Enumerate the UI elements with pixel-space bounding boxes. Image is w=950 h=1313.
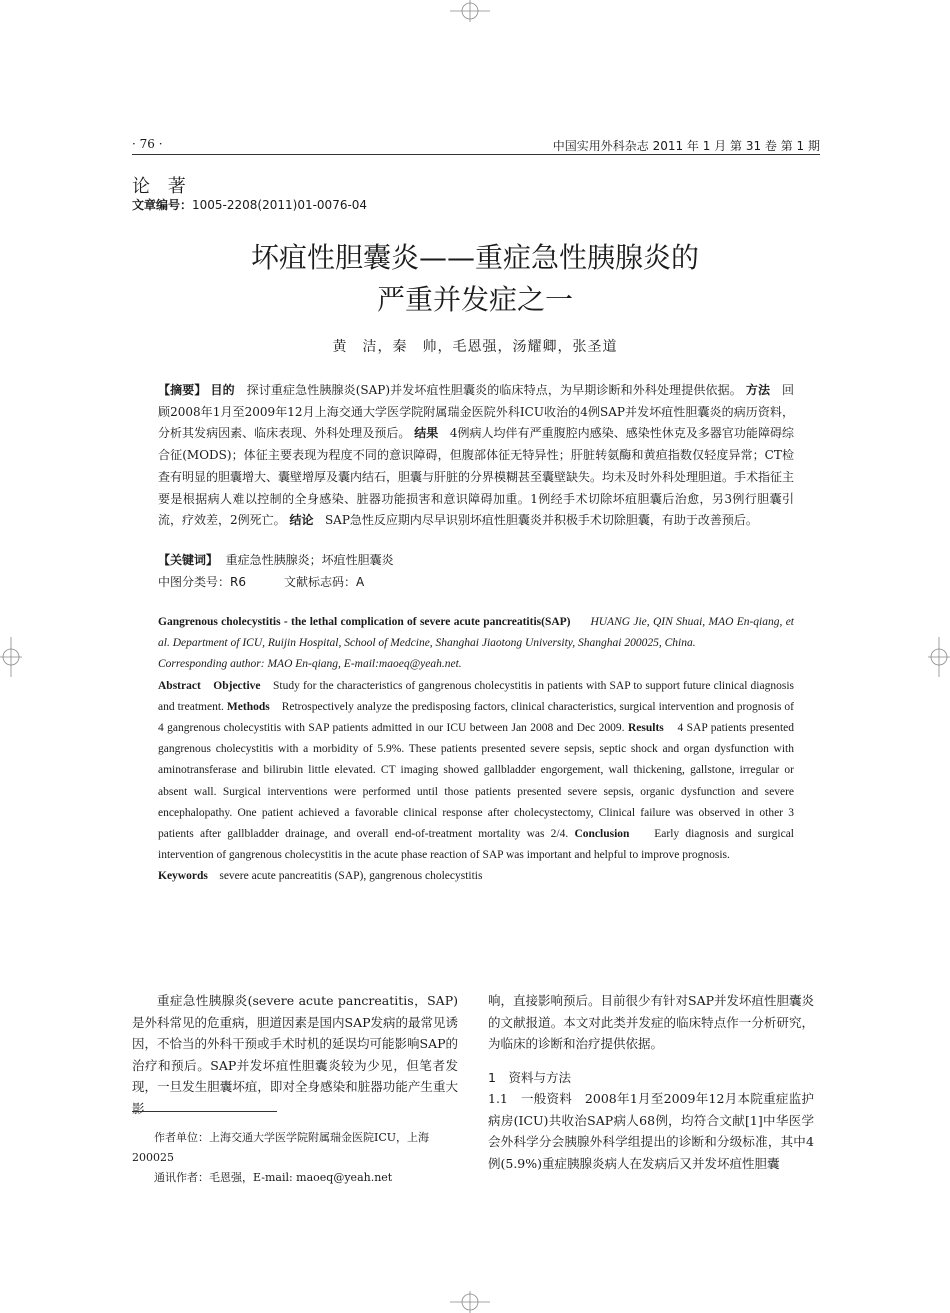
registration-mark-right [928, 637, 950, 677]
chinese-keywords: 【关键词】 重症急性胰腺炎；坏疽性胆囊炎 [158, 553, 394, 567]
section-heading: 1 资料与方法 [488, 1069, 571, 1085]
body-left-column: 重症急性胰腺炎(severe acute pancreatitis，SAP)是外科常见的危重病，胆道因素是国内SAP发病的最常见诱因，不恰当的外科干预或手术时机的延误均可能影响SAP的治疗和预后。SAP并发坏疽性胆囊炎较为少见，但笔者发现，一旦发生胆囊坏疽，即对全身感染和脏器功能产生重大影 [132, 993, 459, 1116]
english-abstract: Gangrenous cholecystitis - the lethal complication of severe acute pancreatitis(SAP) HUANG Jie, QIN Shuai, MAO En-qiang, et al. Department of ICU, Ruijin Hospital, School of Medcine, Shanghai Jiaotong University, Shanghai 200025, China. Corresponding author: MAO En-qiang, E-mail:maoeq@yeah.net. Abstract Objective Study for the characteristics of gangrenous cholecystitis in patients with SAP to support future clinical diagnosis and treatment. Methods Retrospectively analyze the predisposing factors, clinical characteristics, surgical intervention and prognosis of 4 gangrenous cholecystitis with SAP patients admitted in our ICU between Jan 2008 and Dec 2009. Results 4 SAP patients presented gangrenous cholecystitis with a morbidity of 5.9%. These patients presented severe sepsis, septic shock and organ dysfunction with aminotransferase and bilirubin little elevated. CT imaging showed gallbladder engorgement, wall thickening, gallstone, irregular or absent wall. Surgical interventions were performed until those patients presented severe sepsis, organic dysfunction and severe encephalopathy. One patient achieved a favorable clinical response after cholecystectomy, Clinical failure was observed in other 3 patients after gallbladder drainage, and overall end-of-treatment mortality was 2/4. Conclusion Early diagnosis and surgical intervention of gangrenous cholecystitis in the acute phase reaction of SAP was important and helpful to improve prognosis. Keywords severe acute pancreatitis (SAP), gangrenous cholecystitis [158, 616, 795, 883]
chinese-abstract: 【摘要】 目的 探讨重症急性胰腺炎(SAP)并发坏疽性胆囊炎的临床特点，为早期诊断和外科处理提供依据。 方法 回顾2008年1月至2009年12月上海交通大学医学院附属瑞金医院外科ICU收治的4例SAP并发坏疽性胆囊炎的病历资料，分析其发病因素、临床表现、外科处理及预后。 结果 4例病人均伴有严重腹腔内感染、感染性休克及多器官功能障碍综合征(MODS)；体征主要表现为程度不同的意识障碍，但腹部体征无特异性；肝脏转氨酶和黄疸指数仅轻度异常；CT检查有明显的胆囊增大、囊壁增厚及囊内结石，胆囊与肝脏的分界模糊甚至囊壁缺失。均未及时外科处理胆道。手术指征主要是根据病人难以控制的全身感染、脏器功能损害和意识障碍加重。1例经手术切除坏疽胆囊后治愈，另3例行胆囊引流，疗效差，2例死亡。 结论 SAP急性反应期内尽早识别坏疽性胆囊炎并积极手术切除胆囊，有助于改善预后。 [158, 383, 795, 528]
journal-info: 中国实用外科杂志 2011 年 1 月 第 31 卷 第 1 期 [552, 139, 820, 153]
classification: 中图分类号：R6 [158, 575, 246, 589]
footnote-rule [132, 1111, 277, 1112]
body-paragraph: 响，直接影响预后。目前很少有针对SAP并发坏疽性胆囊炎的文献报道。本文对此类并发症的临床特点作一分析研究，为临床的诊断和治疗提供依据。 [488, 993, 815, 1051]
page-number: · 76 · [132, 137, 163, 151]
footnotes [132, 1128, 462, 1188]
header-rule [132, 154, 820, 155]
doc-code: 文献标志码：A [283, 575, 365, 589]
running-head [132, 134, 820, 154]
article-number: 文章编号：1005-2208(2011)01-0076-04 [132, 198, 368, 212]
authors: 黄 洁，秦 帅，毛恩强，汤耀卿，张圣道 [332, 339, 618, 355]
article-title-line1: 坏疽性胆囊炎——重症急性胰腺炎的 [250, 241, 699, 274]
english-authors: HUANG Jie, QIN Shuai, MAO En-qiang, et al. Department of ICU, Ruijin Hospital, School of Medcine, Shanghai Jiaotong University, Shanghai 200025, China. [158, 616, 794, 650]
registration-mark-bottom [450, 1291, 490, 1313]
corresponding-author: Corresponding author: MAO En-qiang, E-mail:maoeq@yeah.net. [158, 658, 462, 671]
section-label: 论 著 [132, 176, 192, 197]
english-title: Gangrenous cholecystitis - the lethal complication of severe acute pancreatitis(SAP) [158, 616, 571, 628]
registration-mark-left [0, 637, 22, 677]
footnote-corresponding: 通讯作者：毛恩强，E-mail: maoeq@yeah.net [154, 1171, 393, 1184]
body-right-column [488, 990, 814, 1174]
section-1-1: 1.1 一般资料 2008年1月至2009年12月本院重症监护病房(ICU)共收治SAP病人68例，均符合文献[1]中华医学会外科学分会胰腺外科学组提出的诊断和分级标准，其中4例(5.9%)重症胰腺炎病人在发病后又并发坏疽性胆囊 [488, 1091, 814, 1171]
footnote-unit: 作者单位：上海交通大学医学院附属瑞金医院ICU，上海 200025 [132, 1131, 430, 1164]
classification-line [158, 572, 794, 593]
registration-mark-top [450, 0, 490, 22]
article-title-line2: 严重并发症之一 [376, 283, 573, 316]
